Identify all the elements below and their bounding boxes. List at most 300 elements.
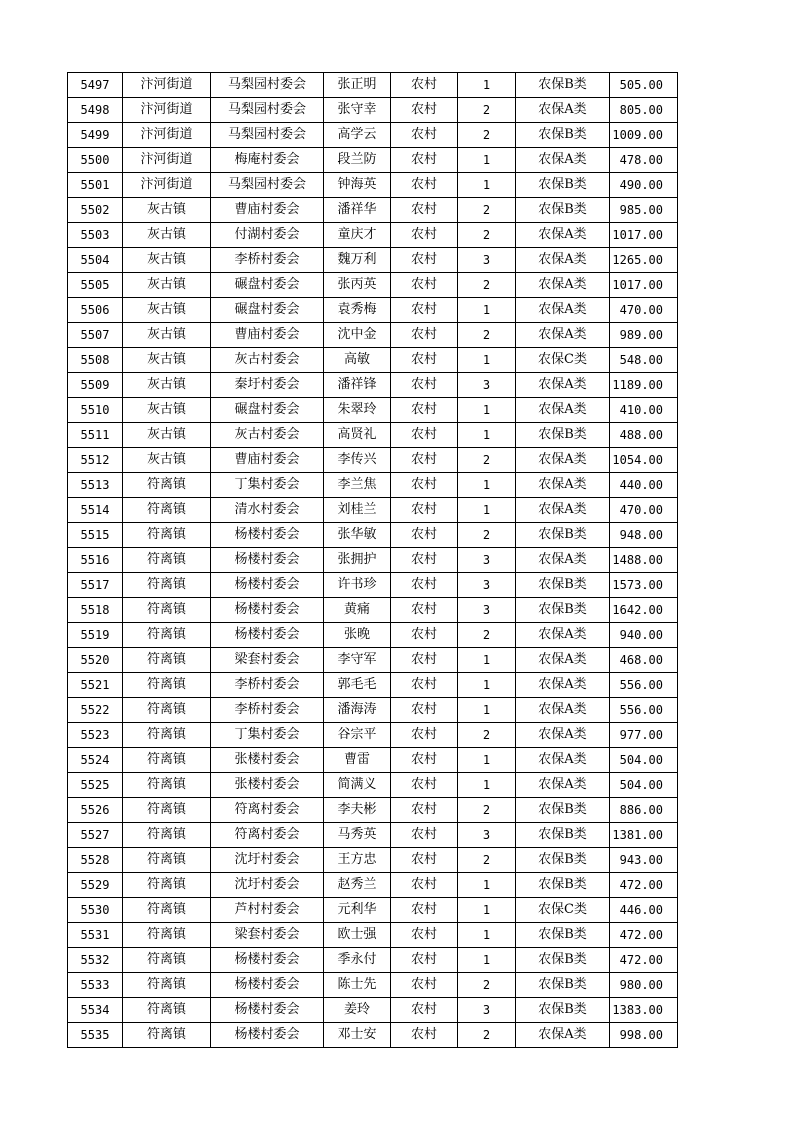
household-size-cell: 1	[458, 773, 516, 798]
table-row	[68, 923, 678, 948]
township-cell: 汴河街道	[123, 73, 211, 98]
amount-cell: 1017.00	[610, 223, 678, 248]
household-size-cell: 1	[458, 673, 516, 698]
household-size-cell: 1	[458, 348, 516, 373]
village-committee-cell: 杨楼村委会	[211, 523, 324, 548]
person-name-cell: 钟海英	[324, 173, 391, 198]
row-number-cell: 5502	[68, 198, 123, 223]
insurance-category-cell: 农保B类	[516, 823, 610, 848]
table-row	[68, 248, 678, 273]
area-type-cell: 农村	[391, 323, 458, 348]
township-cell: 符离镇	[123, 898, 211, 923]
person-name-cell: 季永付	[324, 948, 391, 973]
row-number-cell: 5527	[68, 823, 123, 848]
area-type-cell: 农村	[391, 473, 458, 498]
amount-cell: 948.00	[610, 523, 678, 548]
row-number-cell: 5523	[68, 723, 123, 748]
area-type-cell: 农村	[391, 423, 458, 448]
insurance-category-cell: 农保B类	[516, 573, 610, 598]
amount-cell: 940.00	[610, 623, 678, 648]
household-size-cell: 3	[458, 248, 516, 273]
insurance-category-cell: 农保B类	[516, 123, 610, 148]
area-type-cell: 农村	[391, 598, 458, 623]
village-committee-cell: 杨楼村委会	[211, 598, 324, 623]
area-type-cell: 农村	[391, 173, 458, 198]
insurance-category-cell: 农保B类	[516, 998, 610, 1023]
area-type-cell: 农村	[391, 1023, 458, 1048]
table-row	[68, 173, 678, 198]
amount-cell: 1189.00	[610, 373, 678, 398]
row-number-cell: 5519	[68, 623, 123, 648]
township-cell: 灰古镇	[123, 323, 211, 348]
person-name-cell: 袁秀梅	[324, 298, 391, 323]
insurance-category-cell: 农保A类	[516, 548, 610, 573]
insurance-category-cell: 农保A类	[516, 773, 610, 798]
area-type-cell: 农村	[391, 548, 458, 573]
person-name-cell: 马秀英	[324, 823, 391, 848]
table-row	[68, 448, 678, 473]
insurance-category-cell: 农保A类	[516, 623, 610, 648]
amount-cell: 1265.00	[610, 248, 678, 273]
table-row	[68, 973, 678, 998]
insurance-category-cell: 农保A类	[516, 723, 610, 748]
township-cell: 符离镇	[123, 998, 211, 1023]
table-row	[68, 373, 678, 398]
township-cell: 灰古镇	[123, 373, 211, 398]
amount-cell: 548.00	[610, 348, 678, 373]
table-row	[68, 998, 678, 1023]
insurance-category-cell: 农保B类	[516, 948, 610, 973]
township-cell: 汴河街道	[123, 148, 211, 173]
insurance-category-cell: 农保A类	[516, 398, 610, 423]
household-size-cell: 2	[458, 1023, 516, 1048]
area-type-cell: 农村	[391, 873, 458, 898]
amount-cell: 985.00	[610, 198, 678, 223]
amount-cell: 488.00	[610, 423, 678, 448]
row-number-cell: 5521	[68, 673, 123, 698]
household-size-cell: 2	[458, 723, 516, 748]
village-committee-cell: 李桥村委会	[211, 673, 324, 698]
area-type-cell: 农村	[391, 748, 458, 773]
insurance-category-cell: 农保A类	[516, 248, 610, 273]
person-name-cell: 张晚	[324, 623, 391, 648]
table-row	[68, 423, 678, 448]
township-cell: 灰古镇	[123, 198, 211, 223]
township-cell: 符离镇	[123, 648, 211, 673]
township-cell: 灰古镇	[123, 273, 211, 298]
table-row	[68, 123, 678, 148]
person-name-cell: 刘桂兰	[324, 498, 391, 523]
table-row	[68, 798, 678, 823]
row-number-cell: 5530	[68, 898, 123, 923]
township-cell: 汴河街道	[123, 98, 211, 123]
amount-cell: 472.00	[610, 948, 678, 973]
person-name-cell: 黄痛	[324, 598, 391, 623]
insurance-category-cell: 农保B类	[516, 973, 610, 998]
person-name-cell: 李兰焦	[324, 473, 391, 498]
table-row	[68, 648, 678, 673]
person-name-cell: 李传兴	[324, 448, 391, 473]
household-size-cell: 2	[458, 523, 516, 548]
table-row	[68, 148, 678, 173]
area-type-cell: 农村	[391, 848, 458, 873]
table-row	[68, 298, 678, 323]
table-row	[68, 848, 678, 873]
household-size-cell: 3	[458, 373, 516, 398]
area-type-cell: 农村	[391, 98, 458, 123]
person-name-cell: 元利华	[324, 898, 391, 923]
insurance-category-cell: 农保A类	[516, 98, 610, 123]
area-type-cell: 农村	[391, 198, 458, 223]
area-type-cell: 农村	[391, 923, 458, 948]
village-committee-cell: 沈圩村委会	[211, 848, 324, 873]
amount-cell: 504.00	[610, 773, 678, 798]
person-name-cell: 曹雷	[324, 748, 391, 773]
person-name-cell: 简满义	[324, 773, 391, 798]
person-name-cell: 邓士安	[324, 1023, 391, 1048]
area-type-cell: 农村	[391, 973, 458, 998]
household-size-cell: 1	[458, 498, 516, 523]
household-size-cell: 3	[458, 548, 516, 573]
row-number-cell: 5529	[68, 873, 123, 898]
row-number-cell: 5506	[68, 298, 123, 323]
insurance-category-cell: 农保A类	[516, 473, 610, 498]
row-number-cell: 5507	[68, 323, 123, 348]
amount-cell: 504.00	[610, 748, 678, 773]
village-committee-cell: 杨楼村委会	[211, 548, 324, 573]
person-name-cell: 沈中金	[324, 323, 391, 348]
table-row	[68, 823, 678, 848]
row-number-cell: 5512	[68, 448, 123, 473]
relief-table	[67, 72, 678, 1048]
amount-cell: 943.00	[610, 848, 678, 873]
village-committee-cell: 秦圩村委会	[211, 373, 324, 398]
row-number-cell: 5509	[68, 373, 123, 398]
township-cell: 符离镇	[123, 823, 211, 848]
table-row	[68, 698, 678, 723]
table-row	[68, 1023, 678, 1048]
area-type-cell: 农村	[391, 348, 458, 373]
township-cell: 符离镇	[123, 548, 211, 573]
village-committee-cell: 曹庙村委会	[211, 323, 324, 348]
table-body	[68, 73, 678, 1048]
amount-cell: 490.00	[610, 173, 678, 198]
row-number-cell: 5516	[68, 548, 123, 573]
amount-cell: 468.00	[610, 648, 678, 673]
amount-cell: 410.00	[610, 398, 678, 423]
area-type-cell: 农村	[391, 148, 458, 173]
township-cell: 符离镇	[123, 748, 211, 773]
insurance-category-cell: 农保B类	[516, 523, 610, 548]
person-name-cell: 王方忠	[324, 848, 391, 873]
person-name-cell: 陈士先	[324, 973, 391, 998]
amount-cell: 1017.00	[610, 273, 678, 298]
table-row	[68, 598, 678, 623]
amount-cell: 472.00	[610, 873, 678, 898]
area-type-cell: 农村	[391, 648, 458, 673]
insurance-category-cell: 农保A类	[516, 498, 610, 523]
household-size-cell: 3	[458, 598, 516, 623]
household-size-cell: 1	[458, 648, 516, 673]
person-name-cell: 高学云	[324, 123, 391, 148]
insurance-category-cell: 农保B类	[516, 848, 610, 873]
village-committee-cell: 杨楼村委会	[211, 623, 324, 648]
table-row	[68, 198, 678, 223]
amount-cell: 556.00	[610, 698, 678, 723]
village-committee-cell: 杨楼村委会	[211, 573, 324, 598]
table-row	[68, 573, 678, 598]
village-committee-cell: 马梨园村委会	[211, 73, 324, 98]
household-size-cell: 1	[458, 698, 516, 723]
row-number-cell: 5517	[68, 573, 123, 598]
person-name-cell: 张正明	[324, 73, 391, 98]
insurance-category-cell: 农保A类	[516, 323, 610, 348]
village-committee-cell: 丁集村委会	[211, 473, 324, 498]
row-number-cell: 5505	[68, 273, 123, 298]
township-cell: 符离镇	[123, 973, 211, 998]
village-committee-cell: 杨楼村委会	[211, 1023, 324, 1048]
table-row	[68, 323, 678, 348]
table-row	[68, 498, 678, 523]
household-size-cell: 1	[458, 873, 516, 898]
insurance-category-cell: 农保A类	[516, 273, 610, 298]
township-cell: 符离镇	[123, 798, 211, 823]
person-name-cell: 欧士强	[324, 923, 391, 948]
table-row	[68, 773, 678, 798]
township-cell: 符离镇	[123, 523, 211, 548]
township-cell: 灰古镇	[123, 423, 211, 448]
amount-cell: 977.00	[610, 723, 678, 748]
village-committee-cell: 杨楼村委会	[211, 973, 324, 998]
area-type-cell: 农村	[391, 823, 458, 848]
person-name-cell: 许书珍	[324, 573, 391, 598]
amount-cell: 1488.00	[610, 548, 678, 573]
household-size-cell: 1	[458, 898, 516, 923]
table-row	[68, 473, 678, 498]
area-type-cell: 农村	[391, 573, 458, 598]
village-committee-cell: 张楼村委会	[211, 773, 324, 798]
table-row	[68, 873, 678, 898]
area-type-cell: 农村	[391, 948, 458, 973]
row-number-cell: 5532	[68, 948, 123, 973]
village-committee-cell: 梅庵村委会	[211, 148, 324, 173]
table-row	[68, 398, 678, 423]
table-row	[68, 723, 678, 748]
row-number-cell: 5513	[68, 473, 123, 498]
township-cell: 符离镇	[123, 673, 211, 698]
area-type-cell: 农村	[391, 448, 458, 473]
household-size-cell: 1	[458, 148, 516, 173]
insurance-category-cell: 农保C类	[516, 348, 610, 373]
person-name-cell: 潘祥锋	[324, 373, 391, 398]
household-size-cell: 1	[458, 923, 516, 948]
household-size-cell: 2	[458, 273, 516, 298]
row-number-cell: 5522	[68, 698, 123, 723]
village-committee-cell: 梁套村委会	[211, 923, 324, 948]
area-type-cell: 农村	[391, 398, 458, 423]
area-type-cell: 农村	[391, 498, 458, 523]
household-size-cell: 3	[458, 998, 516, 1023]
person-name-cell: 赵秀兰	[324, 873, 391, 898]
area-type-cell: 农村	[391, 298, 458, 323]
row-number-cell: 5520	[68, 648, 123, 673]
row-number-cell: 5524	[68, 748, 123, 773]
row-number-cell: 5498	[68, 98, 123, 123]
village-committee-cell: 符离村委会	[211, 823, 324, 848]
village-committee-cell: 符离村委会	[211, 798, 324, 823]
row-number-cell: 5518	[68, 598, 123, 623]
person-name-cell: 张丙英	[324, 273, 391, 298]
insurance-category-cell: 农保A类	[516, 648, 610, 673]
insurance-category-cell: 农保B类	[516, 598, 610, 623]
amount-cell: 1642.00	[610, 598, 678, 623]
amount-cell: 556.00	[610, 673, 678, 698]
township-cell: 符离镇	[123, 948, 211, 973]
insurance-category-cell: 农保A类	[516, 448, 610, 473]
village-committee-cell: 曹庙村委会	[211, 198, 324, 223]
village-committee-cell: 李桥村委会	[211, 698, 324, 723]
amount-cell: 1009.00	[610, 123, 678, 148]
row-number-cell: 5497	[68, 73, 123, 98]
person-name-cell: 姜玲	[324, 998, 391, 1023]
row-number-cell: 5504	[68, 248, 123, 273]
row-number-cell: 5511	[68, 423, 123, 448]
township-cell: 符离镇	[123, 623, 211, 648]
amount-cell: 505.00	[610, 73, 678, 98]
area-type-cell: 农村	[391, 123, 458, 148]
household-size-cell: 1	[458, 398, 516, 423]
amount-cell: 440.00	[610, 473, 678, 498]
row-number-cell: 5510	[68, 398, 123, 423]
amount-cell: 1054.00	[610, 448, 678, 473]
table-row	[68, 898, 678, 923]
row-number-cell: 5531	[68, 923, 123, 948]
household-size-cell: 2	[458, 98, 516, 123]
amount-cell: 472.00	[610, 923, 678, 948]
table-row	[68, 548, 678, 573]
household-size-cell: 2	[458, 848, 516, 873]
household-size-cell: 2	[458, 198, 516, 223]
person-name-cell: 张拥护	[324, 548, 391, 573]
household-size-cell: 2	[458, 798, 516, 823]
insurance-category-cell: 农保A类	[516, 698, 610, 723]
village-committee-cell: 杨楼村委会	[211, 998, 324, 1023]
area-type-cell: 农村	[391, 798, 458, 823]
area-type-cell: 农村	[391, 898, 458, 923]
village-committee-cell: 碾盘村委会	[211, 298, 324, 323]
area-type-cell: 农村	[391, 773, 458, 798]
insurance-category-cell: 农保B类	[516, 873, 610, 898]
person-name-cell: 张守幸	[324, 98, 391, 123]
area-type-cell: 农村	[391, 673, 458, 698]
amount-cell: 1573.00	[610, 573, 678, 598]
row-number-cell: 5535	[68, 1023, 123, 1048]
person-name-cell: 李守军	[324, 648, 391, 673]
amount-cell: 1381.00	[610, 823, 678, 848]
insurance-category-cell: 农保A类	[516, 1023, 610, 1048]
township-cell: 灰古镇	[123, 248, 211, 273]
person-name-cell: 朱翠玲	[324, 398, 391, 423]
area-type-cell: 农村	[391, 698, 458, 723]
insurance-category-cell: 农保B类	[516, 923, 610, 948]
village-committee-cell: 碾盘村委会	[211, 398, 324, 423]
amount-cell: 886.00	[610, 798, 678, 823]
household-size-cell: 1	[458, 173, 516, 198]
area-type-cell: 农村	[391, 998, 458, 1023]
township-cell: 汴河街道	[123, 173, 211, 198]
insurance-category-cell: 农保B类	[516, 173, 610, 198]
amount-cell: 980.00	[610, 973, 678, 998]
township-cell: 灰古镇	[123, 448, 211, 473]
village-committee-cell: 碾盘村委会	[211, 273, 324, 298]
insurance-category-cell: 农保C类	[516, 898, 610, 923]
person-name-cell: 李夫彬	[324, 798, 391, 823]
insurance-category-cell: 农保A类	[516, 148, 610, 173]
village-committee-cell: 清水村委会	[211, 498, 324, 523]
township-cell: 符离镇	[123, 1023, 211, 1048]
township-cell: 灰古镇	[123, 223, 211, 248]
household-size-cell: 1	[458, 423, 516, 448]
township-cell: 符离镇	[123, 873, 211, 898]
amount-cell: 989.00	[610, 323, 678, 348]
person-name-cell: 魏万利	[324, 248, 391, 273]
village-committee-cell: 李桥村委会	[211, 248, 324, 273]
person-name-cell: 谷宗平	[324, 723, 391, 748]
row-number-cell: 5528	[68, 848, 123, 873]
village-committee-cell: 梁套村委会	[211, 648, 324, 673]
village-committee-cell: 杨楼村委会	[211, 948, 324, 973]
row-number-cell: 5534	[68, 998, 123, 1023]
village-committee-cell: 芦村村委会	[211, 898, 324, 923]
person-name-cell: 段兰防	[324, 148, 391, 173]
insurance-category-cell: 农保B类	[516, 423, 610, 448]
insurance-category-cell: 农保B类	[516, 73, 610, 98]
amount-cell: 805.00	[610, 98, 678, 123]
row-number-cell: 5526	[68, 798, 123, 823]
amount-cell: 470.00	[610, 498, 678, 523]
household-size-cell: 1	[458, 473, 516, 498]
area-type-cell: 农村	[391, 73, 458, 98]
row-number-cell: 5500	[68, 148, 123, 173]
amount-cell: 998.00	[610, 1023, 678, 1048]
township-cell: 符离镇	[123, 923, 211, 948]
village-committee-cell: 张楼村委会	[211, 748, 324, 773]
household-size-cell: 2	[458, 323, 516, 348]
row-number-cell: 5514	[68, 498, 123, 523]
insurance-category-cell: 农保A类	[516, 223, 610, 248]
township-cell: 灰古镇	[123, 398, 211, 423]
township-cell: 符离镇	[123, 473, 211, 498]
person-name-cell: 郭毛毛	[324, 673, 391, 698]
township-cell: 符离镇	[123, 848, 211, 873]
table-row	[68, 348, 678, 373]
person-name-cell: 张华敏	[324, 523, 391, 548]
insurance-category-cell: 农保B类	[516, 798, 610, 823]
amount-cell: 1383.00	[610, 998, 678, 1023]
person-name-cell: 潘海涛	[324, 698, 391, 723]
person-name-cell: 高敏	[324, 348, 391, 373]
household-size-cell: 2	[458, 973, 516, 998]
person-name-cell: 潘祥华	[324, 198, 391, 223]
table-row	[68, 623, 678, 648]
household-size-cell: 2	[458, 223, 516, 248]
amount-cell: 470.00	[610, 298, 678, 323]
village-committee-cell: 曹庙村委会	[211, 448, 324, 473]
row-number-cell: 5503	[68, 223, 123, 248]
table-row	[68, 948, 678, 973]
insurance-category-cell: 农保B类	[516, 198, 610, 223]
row-number-cell: 5533	[68, 973, 123, 998]
